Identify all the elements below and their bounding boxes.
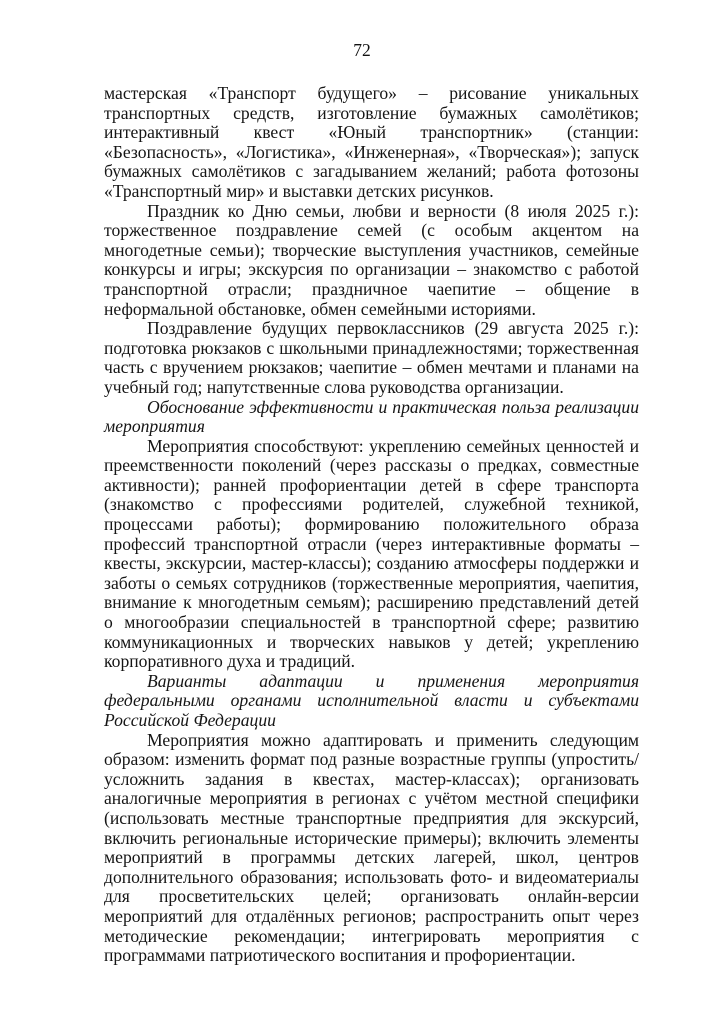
paragraph-family-day: Праздник ко Дню семьи, любви и верности (8 июля 2025 г.): торжественное поздравление семей (с особым акцентом на многодетные семьи); творческие выступления участников, семейные конкурсы и игры; экскурсия по организации – знакомство с работой транспортной отрасли; праздничное чаепитие – общение в неформальной обстановке, обмен семейными историями.	[104, 200, 639, 319]
document-body	[104, 84, 639, 966]
section-heading-adaptation: Варианты адаптации и применения мероприятия федеральными органами исполнительной власти и субъектами Российской Федерации	[104, 670, 639, 730]
page-number: 72	[353, 40, 371, 60]
section-heading-effectiveness: Обоснование эффективности и практическая польза реализации мероприятия	[104, 396, 639, 437]
paragraph-adaptation: Мероприятия можно адаптировать и применить следующим образом: изменить формат под разные возрастные группы (упростить/усложнить задания в квестах, мастер-классах); организовать аналогичные мероприятия в регионах с учётом местной специфики (использовать местные транспортные предприятия для экскурсий, включить региональные исторические примеры); включить элементы мероприятий в программы детских лагерей, школ, центров дополнительного образования; использовать фото- и видеоматериалы для просветительских целей; организовать онлайн-версии мероприятий для отдалённых регионов; распространить опыт через методические рекомендации; интегрировать мероприятия с программами патриотического воспитания и профориентации.	[104, 729, 639, 966]
paragraph-workshop-activities: мастерская «Транспорт будущего» – рисование уникальных транспортных средств, изготовление бумажных самолётиков; интерактивный квест «Юный транспортник» (станции: «Безопасность», «Логистика», «Инженерная», «Творческая»); запуск бумажных самолётиков с загадыванием желаний; работа фотозоны «Транспортный мир» и выставки детских рисунков.	[104, 83, 639, 201]
paragraph-first-graders: Поздравление будущих первоклассников (29 августа 2025 г.): подготовка рюкзаков с школьными принадлежностями; торжественная часть с вручением рюкзаков; чаепитие – обмен мечтами и планами на учебный год; напутственные слова руководства организации.	[104, 318, 639, 397]
paragraph-effectiveness: Мероприятия способствуют: укреплению семейных ценностей и преемственности поколений (через рассказы о предках, совместные активности); ранней профориентации детей в сфере транспорта (знакомство с профессиями родителей, служебной техникой, процессами работы); формированию положительного образа профессий транспортной отрасли (через интерактивные форматы – квесты, экскурсии, мастер-классы); созданию атмосферы поддержки и заботы о семьях сотрудников (торжественные мероприятия, чаепития, внимание к многодетным семьям); расширению представлений детей о многообразии специальностей в транспортной сфере; развитию коммуникационных и творческих навыков у детей; укреплению корпоративного духа и традиций.	[104, 435, 639, 672]
